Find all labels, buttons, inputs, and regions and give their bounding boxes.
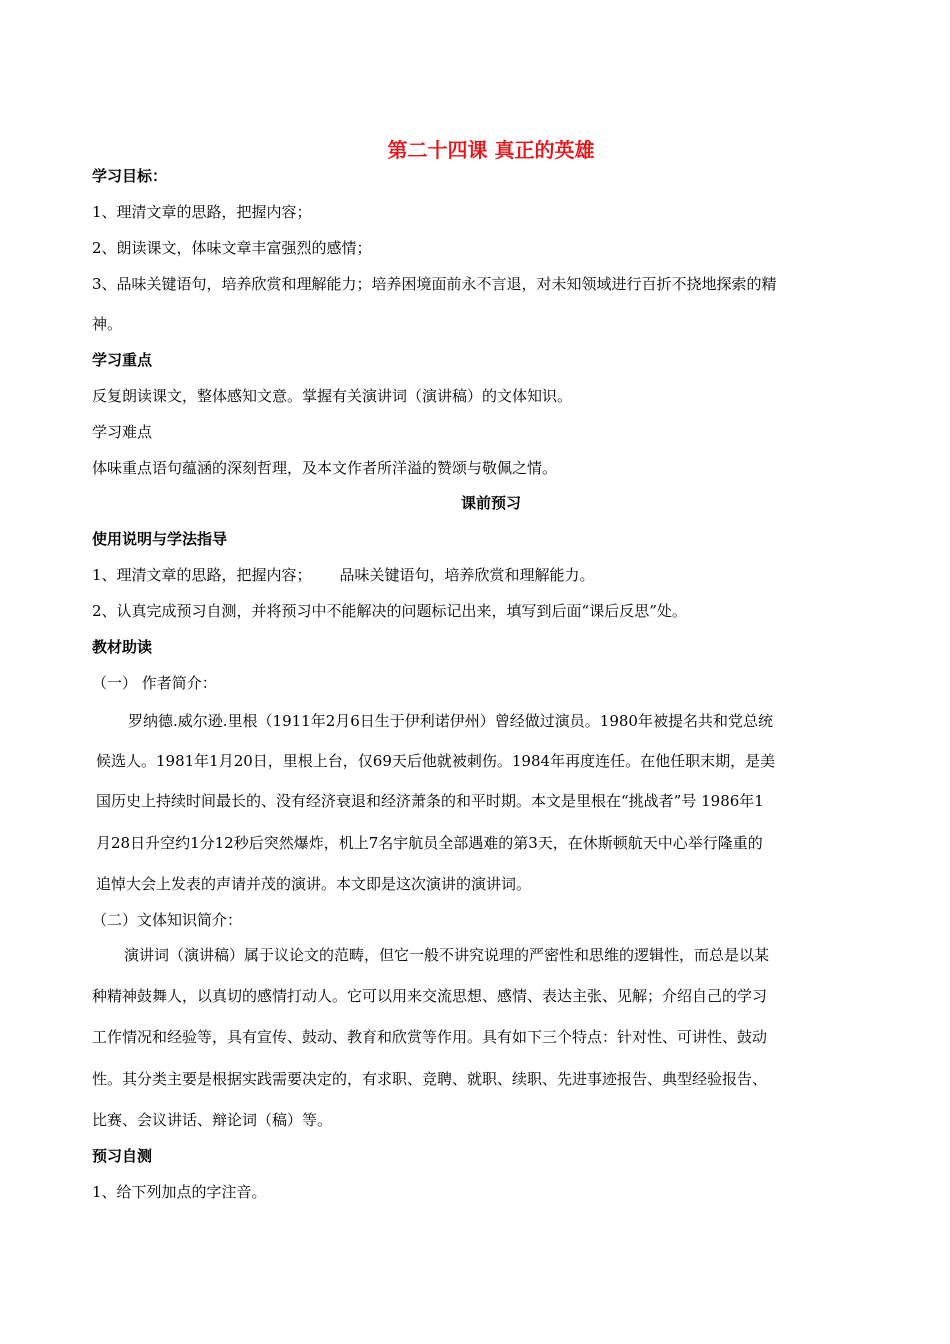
author-heading: （一） 作者简介： bbox=[92, 674, 217, 692]
genre-line-3: 工作情况和经验等，具有宣传、鼓动、教育和欣赏等作用。具有如下三个特点：针对性、可讲性、鼓动 bbox=[92, 1028, 768, 1046]
goal-item-1: 1、理清文章的思路，把握内容； bbox=[92, 203, 312, 221]
goal-item-3: 3、品味关键语句，培养欣赏和理解能力；培养困境面前永不言退，对未知领域进行百折不挠地探索的精 bbox=[92, 275, 777, 293]
author-line-4: 月28日升空约1分12秒后突然爆炸，机上7名宇航员全部遇难的第3天，在休斯顿航天中心举行隆重的 bbox=[96, 834, 763, 852]
reading-heading: 教材助读 bbox=[92, 638, 153, 656]
selftest-heading: 预习自测 bbox=[92, 1147, 153, 1165]
selftest-item-1: 1、给下列加点的字注音。 bbox=[92, 1183, 267, 1201]
guide-item-1-part-b: 品味关键语句，培养欣赏和理解能力。 bbox=[339, 566, 595, 584]
guide-item-2: 2、认真完成预习自测，并将预习中不能解决的问题标记出来，填写到后面“课后反思”处。 bbox=[92, 602, 687, 620]
author-line-1: 罗纳德.威尔逊.里根（1911年2月6日生于伊利诺伊州）曾经做过演员。1980年被提名共和党总统 bbox=[128, 712, 773, 730]
guide-item-1 bbox=[92, 565, 595, 585]
goal-item-2: 2、朗读课文，体味文章丰富强烈的感情； bbox=[92, 239, 372, 257]
genre-heading: （二）文体知识简介： bbox=[92, 911, 243, 929]
genre-line-1: 演讲词（演讲稿）属于议论文的范畴，但它一般不讲究说理的严密性和思维的逻辑性，而总是以某 bbox=[124, 946, 770, 964]
author-line-3: 国历史上持续时间最长的、没有经济衰退和经济萧条的和平时期。本文是里根在“挑战者”号 1986年1 bbox=[96, 792, 764, 810]
lesson-title: 第二十四课 真正的英雄 bbox=[387, 138, 595, 162]
preview-heading: 课前预习 bbox=[460, 494, 521, 512]
difficulty-heading: 学习难点 bbox=[92, 423, 153, 441]
author-line-5: 追悼大会上发表的声请并茂的演讲。本文即是这次演讲的演讲词。 bbox=[96, 875, 532, 893]
author-line-2: 候选人。1981年1月20日，里根上台，仅69天后他就被刺伤。1984年再度连任。在他任职末期，是美 bbox=[96, 752, 776, 770]
guide-item-1-part-a: 1、理清文章的思路，把握内容； bbox=[92, 566, 312, 584]
genre-line-5: 比赛、会议讲话、辩论词（稿）等。 bbox=[92, 1111, 333, 1129]
goals-heading: 学习目标： bbox=[92, 167, 168, 185]
goal-item-3-cont: 神。 bbox=[92, 315, 123, 333]
genre-line-2: 种精神鼓舞人，以真切的感情打动人。它可以用来交流思想、感情、表达主张、见解；介绍自己的学习 bbox=[92, 987, 768, 1005]
focus-text: 反复朗读课文，整体感知文意。掌握有关演讲词（演讲稿）的文体知识。 bbox=[92, 387, 573, 405]
genre-line-4: 性。其分类主要是根据实践需要决定的，有求职、竞聘、就职、续职、先进事迹报告、典型经验报告、 bbox=[92, 1070, 768, 1088]
difficulty-text: 体味重点语句蕴涵的深刻哲理，及本文作者所洋溢的赞颂与敬佩之情。 bbox=[92, 459, 558, 477]
guide-heading: 使用说明与学法指导 bbox=[92, 530, 228, 548]
focus-heading: 学习重点 bbox=[92, 351, 153, 369]
